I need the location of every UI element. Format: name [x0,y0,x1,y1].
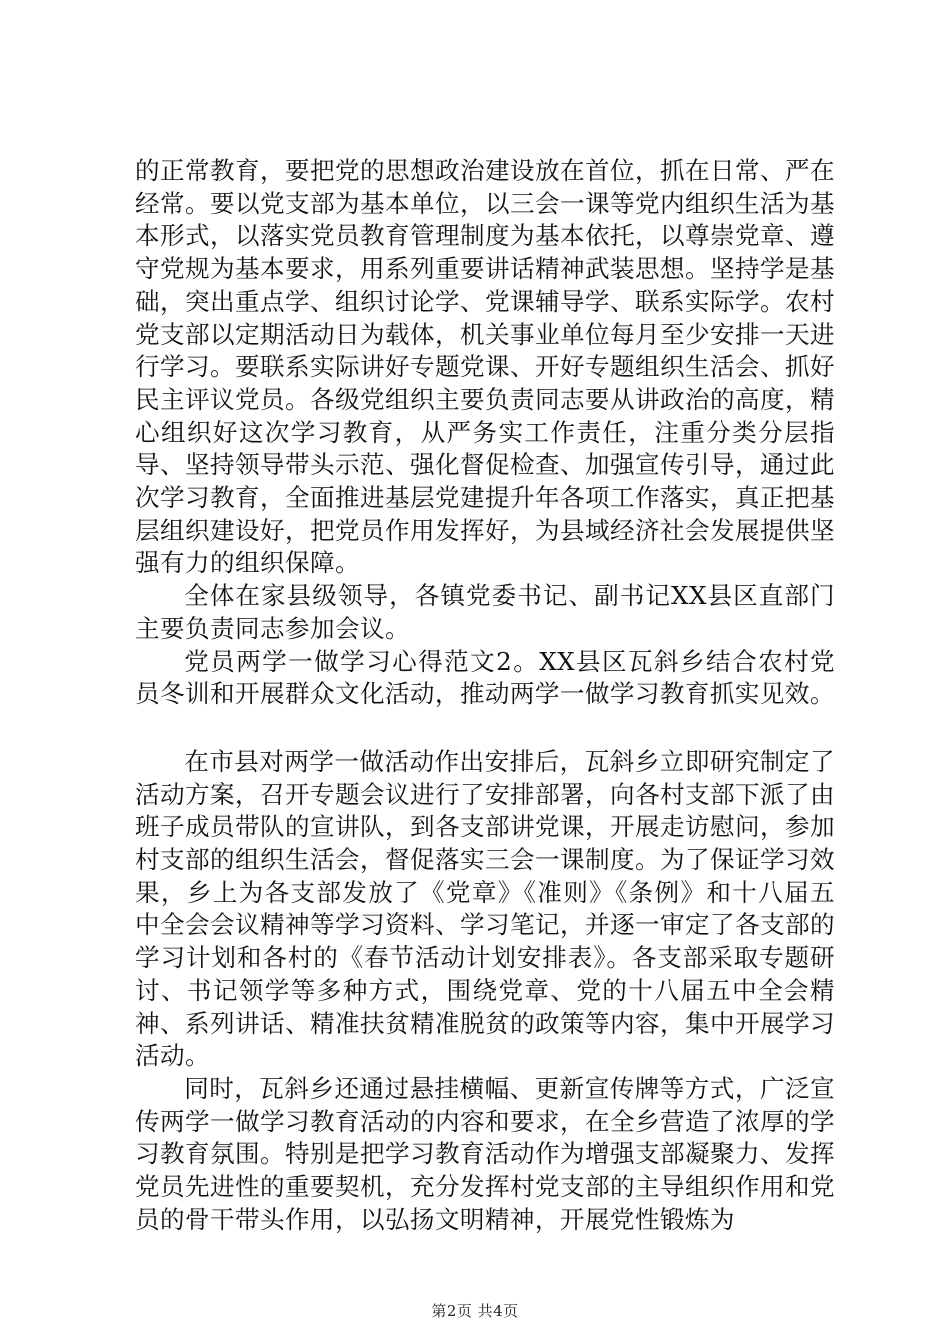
page-number-footer: 第2页 共4页 [431,1302,519,1320]
paragraph-3: 党员两学一做学习心得范文2。XX县区瓦斜乡结合农村党员冬训和开展群众文化活动，推动两学一做学习教育抓实见效。 [135,646,835,709]
paragraph-4: 在市县对两学一做活动作出安排后，瓦斜乡立即研究制定了活动方案，召开专题会议进行了安排部署，向各村支部下派了由班子成员带队的宣讲队，到各支部讲党课，开展走访慰问，参加村支部的组织生活会，督促落实三会一课制度。为了保证学习效果，乡上为各支部发放了《党章》《准则》《条例》和十八届五中全会会议精神等学习资料、学习笔记，并逐一审定了各支部的学习计划和各村的《春节活动计划安排表》。各支部采取专题研讨、书记领学等多种方式，围绕党章、党的十八届五中全会精神、系列讲话、精准扶贫精准脱贫的政策等内容，集中开展学习活动。 [135,746,835,1071]
paragraph-5: 同时，瓦斜乡还通过悬挂横幅、更新宣传牌等方式，广泛宣传两学一做学习教育活动的内容和要求，在全乡营造了浓厚的学习教育氛围。特别是把学习教育活动作为增强支部凝聚力、发挥党员先进性的重要契机，充分发挥村党支部的主导组织作用和党员的骨干带头作用，以弘扬文明精神，开展党性锻炼为 [135,1073,835,1234]
paragraph-1: 的正常教育，要把党的思想政治建设放在首位，抓在日常、严在经常。要以党支部为基本单位，以三会一课等党内组织生活为基本形式，以落实党员教育管理制度为基本依托，以尊崇党章、遵守党规为基本要求，用系列重要讲话精神武装思想。坚持学是基础，突出重点学、组织讨论学、党课辅导学、联系实际学。农村党支部以定期活动日为载体，机关事业单位每月至少安排一天进行学习。要联系实际讲好专题党课、开好专题组织生活会、抓好民主评议党员。各级党组织主要负责同志要从讲政治的高度，精心组织好这次学习教育，从严务实工作责任，注重分类分层指导、坚持领导带头示范、强化督促检查、加强宣传引导，通过此次学习教育，全面推进基层党建提升年各项工作落实，真正把基层组织建设好，把党员作用发挥好，为县域经济社会发展提供坚强有力的组织保障。 [135,156,835,578]
paragraph-2: 全体在家县级领导，各镇党委书记、副书记XX县区直部门主要负责同志参加会议。 [135,581,835,643]
paragraph-spacer [135,711,835,746]
document-body [135,155,835,1237]
